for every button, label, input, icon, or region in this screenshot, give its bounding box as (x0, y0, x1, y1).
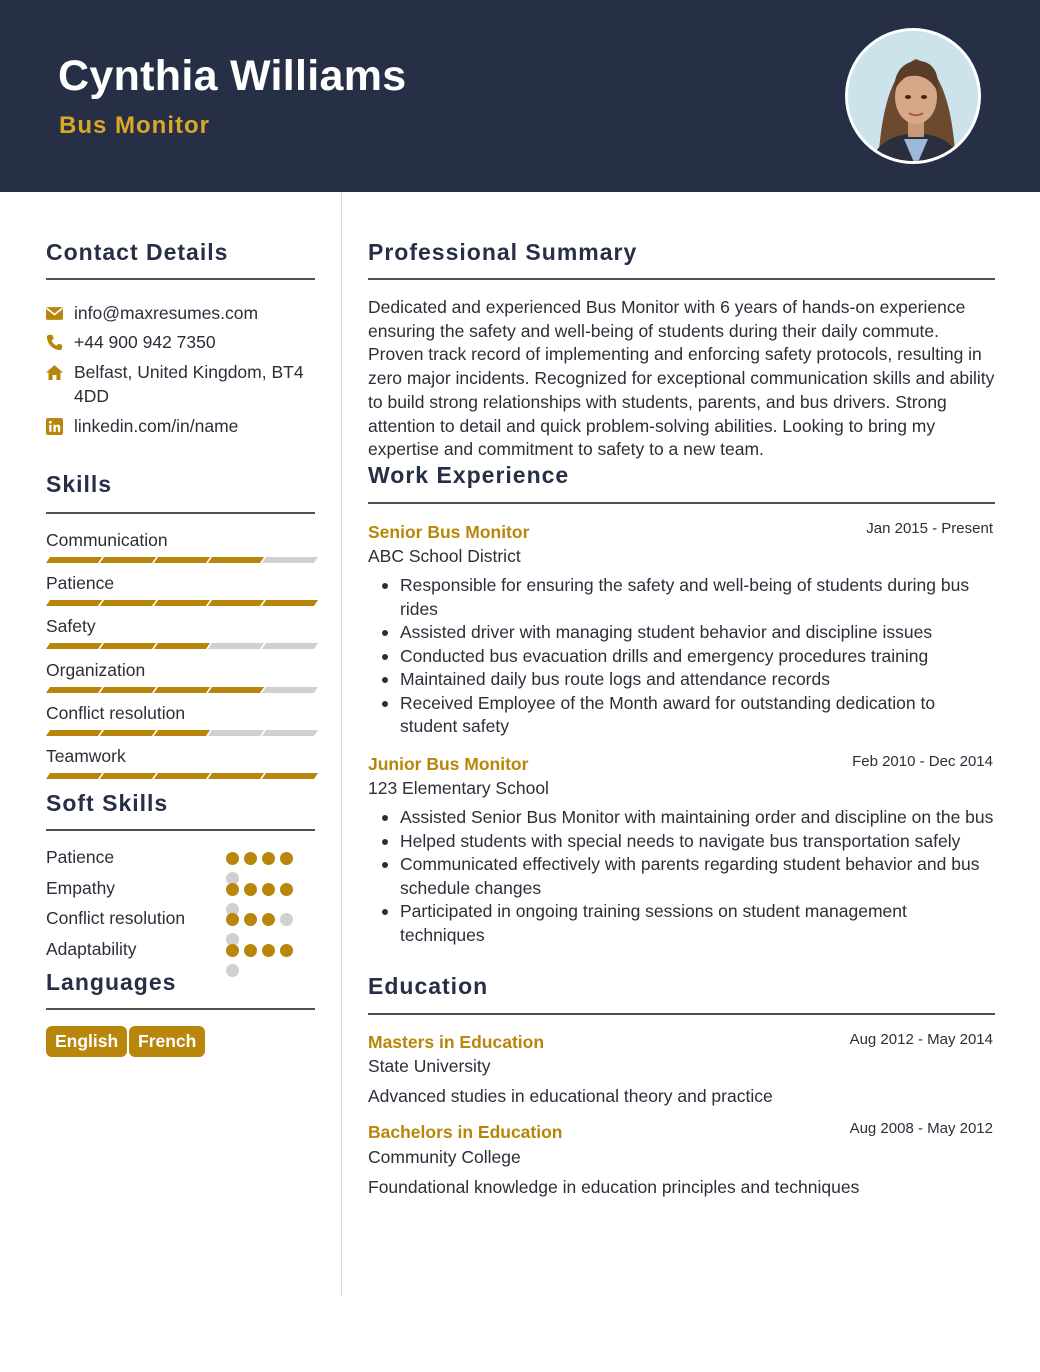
list-item: Participated in ongoing training sessions on student management techniques (400, 900, 995, 947)
soft-skill-level-dot (226, 944, 239, 957)
school-bachelors: Community College (368, 1147, 521, 1167)
resume-header (0, 0, 1040, 192)
skill-label: Teamwork (46, 746, 126, 766)
summary-section-rule (368, 278, 995, 280)
soft-skill-level-dot (280, 883, 293, 896)
skill-level-segment (208, 557, 264, 563)
skill-label: Patience (46, 573, 115, 594)
skill-level-segment (100, 600, 156, 606)
soft-skill-label: Patience (46, 847, 115, 867)
language-badge-french: French (129, 1026, 205, 1057)
soft-skill-level-dot (280, 944, 293, 957)
skill-level-segment (208, 643, 264, 649)
linkedin-icon (46, 418, 63, 435)
contact-email[interactable] (46, 301, 315, 325)
contact-address-text: Belfast, United Kingdom, BT4 4DD (74, 362, 304, 406)
skill-level-segment (100, 687, 156, 693)
contact-phone-text: +44 900 942 7350 (74, 332, 216, 352)
list-item: Received Employee of the Month award for outstanding dedication to student safety (400, 692, 995, 739)
skill-level-segment (100, 643, 156, 649)
contact-section-rule (46, 278, 315, 280)
skills-section-rule (46, 512, 315, 514)
skill-level-segment (46, 643, 102, 649)
experience-section-title: Work Experience (368, 462, 570, 488)
summary-section-title: Professional Summary (368, 239, 638, 265)
skill-level-segment (100, 773, 156, 779)
skill-label: Communication (46, 530, 168, 550)
degree-dates-masters: Aug 2012 - May 2014 (849, 1031, 993, 1048)
soft-skills-section-title: Soft Skills (46, 790, 169, 816)
candidate-job-title: Bus Monitor (59, 112, 210, 139)
skill-level-segment (100, 730, 156, 736)
soft-skill-label: Conflict resolution (46, 908, 186, 928)
skill-level-segment (262, 557, 318, 563)
language-badge-english: English (46, 1026, 127, 1057)
contact-address (46, 360, 315, 408)
job-org-junior: 123 Elementary School (368, 778, 549, 798)
experience-section-rule (368, 502, 995, 504)
skill-level-segment (208, 687, 264, 693)
job-bullets-senior (400, 574, 995, 739)
job-org-senior: ABC School District (368, 546, 521, 566)
contact-email-text: info@maxresumes.com (74, 303, 259, 323)
contact-linkedin-text: linkedin.com/in/name (74, 416, 239, 436)
list-item: Communicated effectively with parents regarding student behavior and bus schedule changes (400, 853, 995, 900)
job-dates-junior: Feb 2010 - Dec 2014 (852, 753, 993, 770)
skill-level-segment (154, 643, 210, 649)
list-item: Helped students with special needs to navigate bus transportation safely (400, 830, 995, 854)
soft-skill-level-dot (262, 944, 275, 957)
soft-skill-level-dot (262, 913, 275, 926)
skill-level-segment (46, 557, 102, 563)
list-item: Responsible for ensuring the safety and well-being of students during bus rides (400, 574, 995, 621)
skill-level-segment (262, 600, 318, 606)
skill-level-segment (46, 773, 102, 779)
skill-level-segment (262, 773, 318, 779)
skill-label: Conflict resolution (46, 702, 186, 723)
education-section-title: Education (368, 973, 489, 999)
skill-level-segment (46, 730, 102, 736)
degree-masters: Masters in Education (368, 1032, 545, 1052)
soft-skill-level-dot (226, 913, 239, 926)
languages-section-title: Languages (46, 969, 177, 995)
list-item: Maintained daily bus route logs and attendance records (400, 668, 995, 692)
list-item: Conducted bus evacuation drills and emergency procedures training (400, 645, 995, 669)
skill-level-segment (262, 687, 318, 693)
list-item: Assisted driver with managing student behavior and discipline issues (400, 621, 995, 645)
skill-level-segment (154, 600, 210, 606)
education-section-rule (368, 1013, 995, 1015)
skill-level-segment (208, 730, 264, 736)
soft-skill-label: Empathy (46, 877, 116, 898)
skill-level-segment (100, 557, 156, 563)
soft-skills-section-rule (46, 829, 315, 831)
profile-photo (845, 28, 981, 164)
school-masters: State University (368, 1056, 491, 1076)
skill-level-segment (46, 600, 102, 606)
skill-label: Safety (46, 616, 96, 637)
job-dates-senior: Jan 2015 - Present (866, 520, 993, 537)
skill-level-segment (154, 730, 210, 736)
soft-skill-level-dot (244, 913, 257, 926)
portrait-illustration (848, 31, 981, 164)
contact-section-title: Contact Details (46, 239, 229, 265)
skill-level-segment (208, 600, 264, 606)
phone-icon (46, 334, 63, 351)
degree-desc-masters: Advanced studies in educational theory and practice (368, 1086, 773, 1106)
skills-section-title: Skills (46, 471, 113, 497)
column-divider (341, 192, 342, 1296)
soft-skill-level-dot (280, 852, 293, 865)
skill-level-segment (154, 687, 210, 693)
job-title-junior: Junior Bus Monitor (368, 754, 529, 774)
envelope-icon (46, 305, 63, 322)
job-bullets-junior (400, 806, 995, 947)
skill-level-segment (154, 557, 210, 563)
skill-level-segment (262, 643, 318, 649)
degree-dates-bachelors: Aug 2008 - May 2012 (849, 1120, 993, 1137)
degree-desc-bachelors: Foundational knowledge in education principles and techniques (368, 1177, 860, 1197)
summary-text: Dedicated and experienced Bus Monitor with 6 years of hands-on experience ensuring the safety and well-being of students during their daily commute. Proven track record of implementing and enforcing safety protocols, resulting in zero major incidents. Recognized for exceptional communication skills and ability to build strong relationships with students, parents, and bus drivers. Strong attention to detail and quick problem-solving abilities. Looking to bring my expertise and commitment to safety to a new team. (368, 297, 995, 460)
soft-skill-label: Adaptability (46, 938, 137, 959)
job-title-senior: Senior Bus Monitor (368, 522, 530, 542)
skill-level-segment (262, 730, 318, 736)
soft-skill-level-dot (280, 913, 293, 926)
contact-linkedin[interactable] (46, 414, 315, 438)
candidate-name: Cynthia Williams (58, 52, 407, 100)
skill-label: Organization (46, 659, 146, 680)
soft-skill-level-dot (244, 944, 257, 957)
skill-level-segment (154, 773, 210, 779)
soft-skill-level-dot (244, 852, 257, 865)
soft-skill-level-dot (226, 964, 239, 977)
home-icon (46, 364, 63, 381)
soft-skill-level-dot (244, 883, 257, 896)
soft-skill-level-dot (262, 883, 275, 896)
skill-level-segment (46, 687, 102, 693)
contact-phone[interactable] (46, 330, 315, 354)
languages-section-rule (46, 1008, 315, 1010)
soft-skill-level-dot (262, 852, 275, 865)
soft-skill-level-dot (226, 883, 239, 896)
soft-skill-level-dot (226, 852, 239, 865)
list-item: Assisted Senior Bus Monitor with maintaining order and discipline on the bus (400, 806, 995, 830)
degree-bachelors: Bachelors in Education (368, 1122, 563, 1142)
skill-level-segment (208, 773, 264, 779)
